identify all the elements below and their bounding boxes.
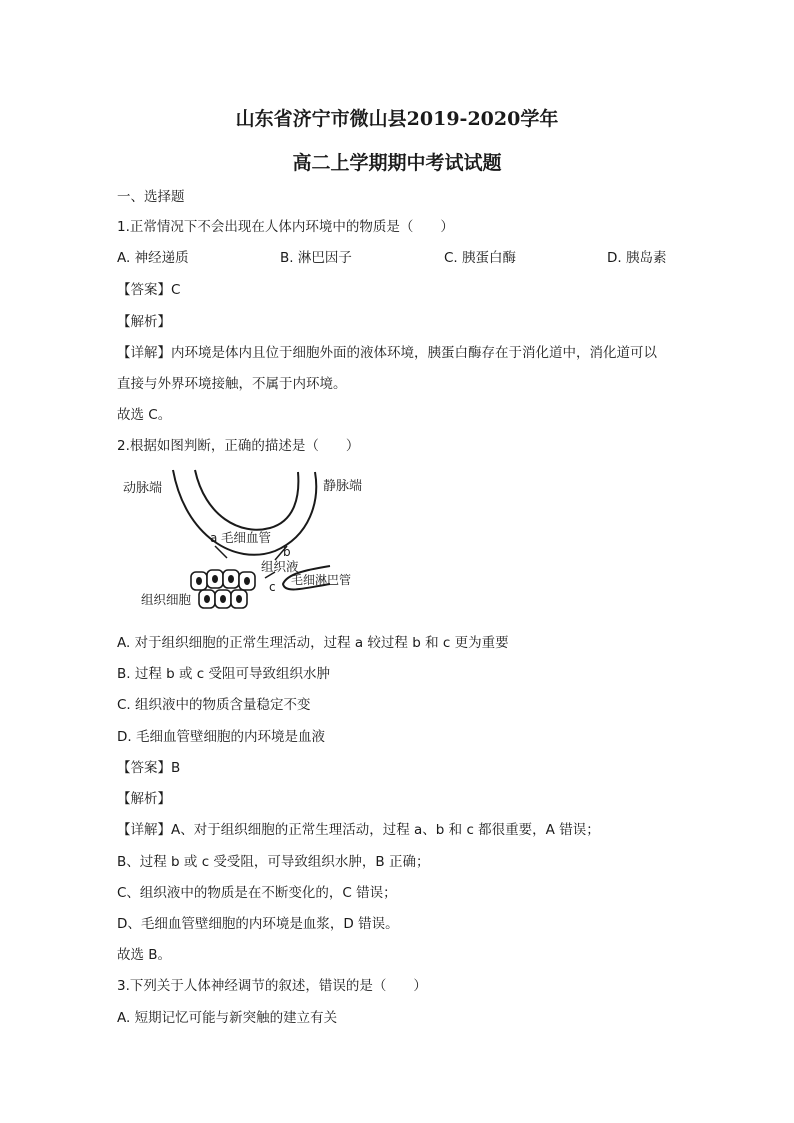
q2-detail-line4: D、毛细血管壁细胞的内环境是血浆，D 错误。 [117, 916, 399, 932]
q2-option-b: B. 过程 b 或 c 受阻可导致组织水肿 [117, 666, 331, 682]
label-lymph-capillary: 毛细淋巴管 [291, 573, 352, 587]
q1-stem: 1.正常情况下不会出现在人体内环境中的物质是（ ） [117, 219, 454, 235]
capillary-diagram [115, 466, 385, 616]
q2-conclusion: 故选 B。 [117, 947, 172, 963]
label-c: c [269, 580, 276, 594]
document-title-line2: 高二上学期期中考试试题 [292, 152, 502, 174]
q3-option-a: A. 短期记忆可能与新突触的建立有关 [117, 1010, 338, 1026]
q1-conclusion: 故选 C。 [117, 407, 172, 423]
q2-detail-line1: 【详解】A、对于组织细胞的正常生理活动，过程 a、b 和 c 都很重要，A 错误； [117, 822, 600, 838]
q1-option-a: A. 神经递质 [117, 250, 189, 266]
q1-option-d: D. 胰岛素 [607, 250, 667, 266]
q2-detail-line2: B、过程 b 或 c 受受阻，可导致组织水肿，B 正确； [117, 854, 430, 870]
label-tissue-fluid: 组织液 [261, 559, 299, 574]
document-title-line1: 山东省济宁市微山县2019-2020学年 [235, 108, 559, 130]
q2-detail-line3: C、组织液中的物质是在不断变化的，C 错误； [117, 885, 397, 901]
q1-detail-line2: 直接与外界环境接触，不属于内环境。 [117, 376, 347, 392]
q2-option-c: C. 组织液中的物质含量稳定不变 [117, 697, 311, 713]
label-vein-end: 静脉端 [323, 479, 363, 494]
q2-stem: 2.根据如图判断，正确的描述是（ ） [117, 438, 360, 454]
q1-option-c: C. 胰蛋白酶 [444, 250, 517, 266]
label-capillary: 毛细血管 [221, 530, 272, 545]
q2-option-d: D. 毛细血管壁细胞的内环境是血液 [117, 729, 325, 745]
q1-analysis-label: 【解析】 [117, 314, 171, 330]
label-a: a [210, 531, 218, 545]
section-heading: 一、选择题 [117, 189, 185, 205]
q2-answer: 【答案】B [117, 760, 181, 776]
q1-option-b: B. 淋巴因子 [280, 250, 352, 266]
q2-analysis-label: 【解析】 [117, 791, 171, 807]
label-artery-end: 动脉端 [123, 481, 163, 496]
q1-answer: 【答案】C [117, 282, 181, 298]
q2-option-a: A. 对于组织细胞的正常生理活动，过程 a 较过程 b 和 c 更为重要 [117, 635, 509, 651]
label-b: b [283, 545, 291, 559]
q1-detail-line1: 【详解】内环境是体内且位于细胞外面的液体环境，胰蛋白酶存在于消化道中，消化道可以 [117, 345, 657, 361]
q3-stem: 3.下列关于人体神经调节的叙述，错误的是（ ） [117, 978, 427, 994]
label-tissue-cells: 组织细胞 [141, 592, 192, 607]
